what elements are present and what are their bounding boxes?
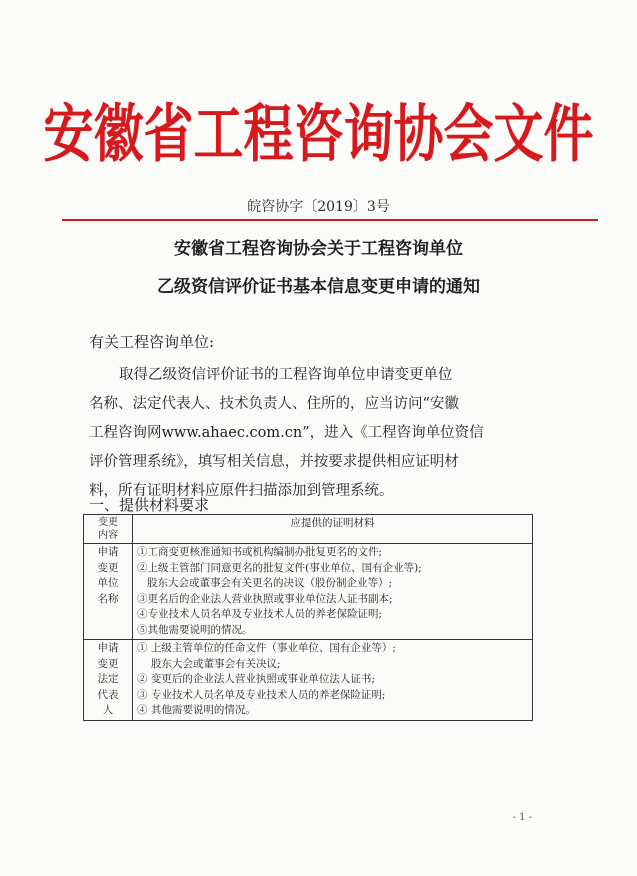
category-text: 法定 — [97, 673, 119, 685]
material-item: ② 变更后的企业法人营业执照或事业单位法人证书; — [137, 673, 375, 685]
body-line: 名称、法定代表人、技术负责人、住所的，应当访问“安徽 — [89, 396, 459, 412]
material-item: ⑤其他需要说明的情况。 — [137, 623, 253, 636]
doc-title-line1: 安徽省工程咨询协会关于工程咨询单位 — [174, 239, 463, 259]
body-line: 取得乙级资信评价证书的工程咨询单位申请变更单位 — [119, 367, 453, 383]
doc-title-line2: 乙级资信评价证书基本信息变更申请的通知 — [157, 277, 480, 297]
category-text: 变更 — [97, 657, 119, 670]
document-number: 皖咨协字〔2019〕3号 — [247, 199, 390, 215]
material-item: 股东大会或董事会有关更名的决议（股份制企业等）; — [147, 577, 393, 589]
table-row — [84, 544, 533, 640]
materials-cell — [133, 640, 533, 721]
header-text: 变更 — [98, 517, 118, 528]
category-text: 申请 — [97, 546, 119, 558]
requirements-table — [83, 514, 533, 721]
material-item: 股东大会或董事会有关决议; — [151, 657, 281, 670]
category-cell — [84, 640, 133, 721]
material-item: ① 上级主管单位的任命文件（事业单位、国有企业等）; — [137, 642, 396, 654]
category-text: 名称 — [97, 592, 119, 605]
material-item: ③更名后的企业法人营业执照或事业单位法人证书副本; — [137, 592, 393, 605]
header-divider — [62, 219, 598, 221]
body-paragraph — [89, 361, 549, 506]
body-line: 评价管理系统》，填写相关信息，并按要求提供相应证明材 — [89, 454, 459, 470]
category-text: 单位 — [97, 577, 119, 589]
material-item: ④专业技术人员名单及专业技术人员的养老保险证明; — [137, 608, 383, 620]
material-item: ③ 专业技术人员名单及专业技术人员的养老保险证明; — [137, 688, 386, 701]
table-row — [84, 640, 533, 721]
salutation: 有关工程咨询单位: — [89, 333, 215, 351]
body-line: 料，所有证明材料应原件扫描添加到管理系统。 — [89, 483, 394, 499]
header-text: 内容 — [98, 530, 118, 541]
table-header-row — [84, 515, 533, 544]
materials-cell — [133, 544, 533, 640]
material-item: ②上级主管部门同意更名的批复文件(事业单位、国有企业等); — [137, 561, 422, 574]
header-cell-materials: 应提供的证明材料 — [133, 515, 533, 544]
material-item: ①工商变更核准通知书或机构编制办批复更名的文件; — [137, 546, 383, 558]
category-text: 代表 — [97, 688, 119, 701]
body-line: 工程咨询网www.ahaec.com.cn”，进入《工程咨询单位资信 — [89, 425, 484, 441]
category-cell — [84, 544, 133, 640]
category-text: 人 — [102, 704, 114, 716]
header-cell-change-content — [84, 515, 133, 544]
category-text: 申请 — [97, 642, 119, 654]
category-text: 变更 — [97, 561, 119, 574]
page-number: - 1 - — [512, 812, 532, 823]
header-org-title: 安徽省工程咨询协会文件 — [43, 96, 594, 171]
section-title: 一、提供材料要求 — [89, 496, 210, 514]
material-item: ④ 其他需要说明的情况。 — [137, 704, 256, 716]
